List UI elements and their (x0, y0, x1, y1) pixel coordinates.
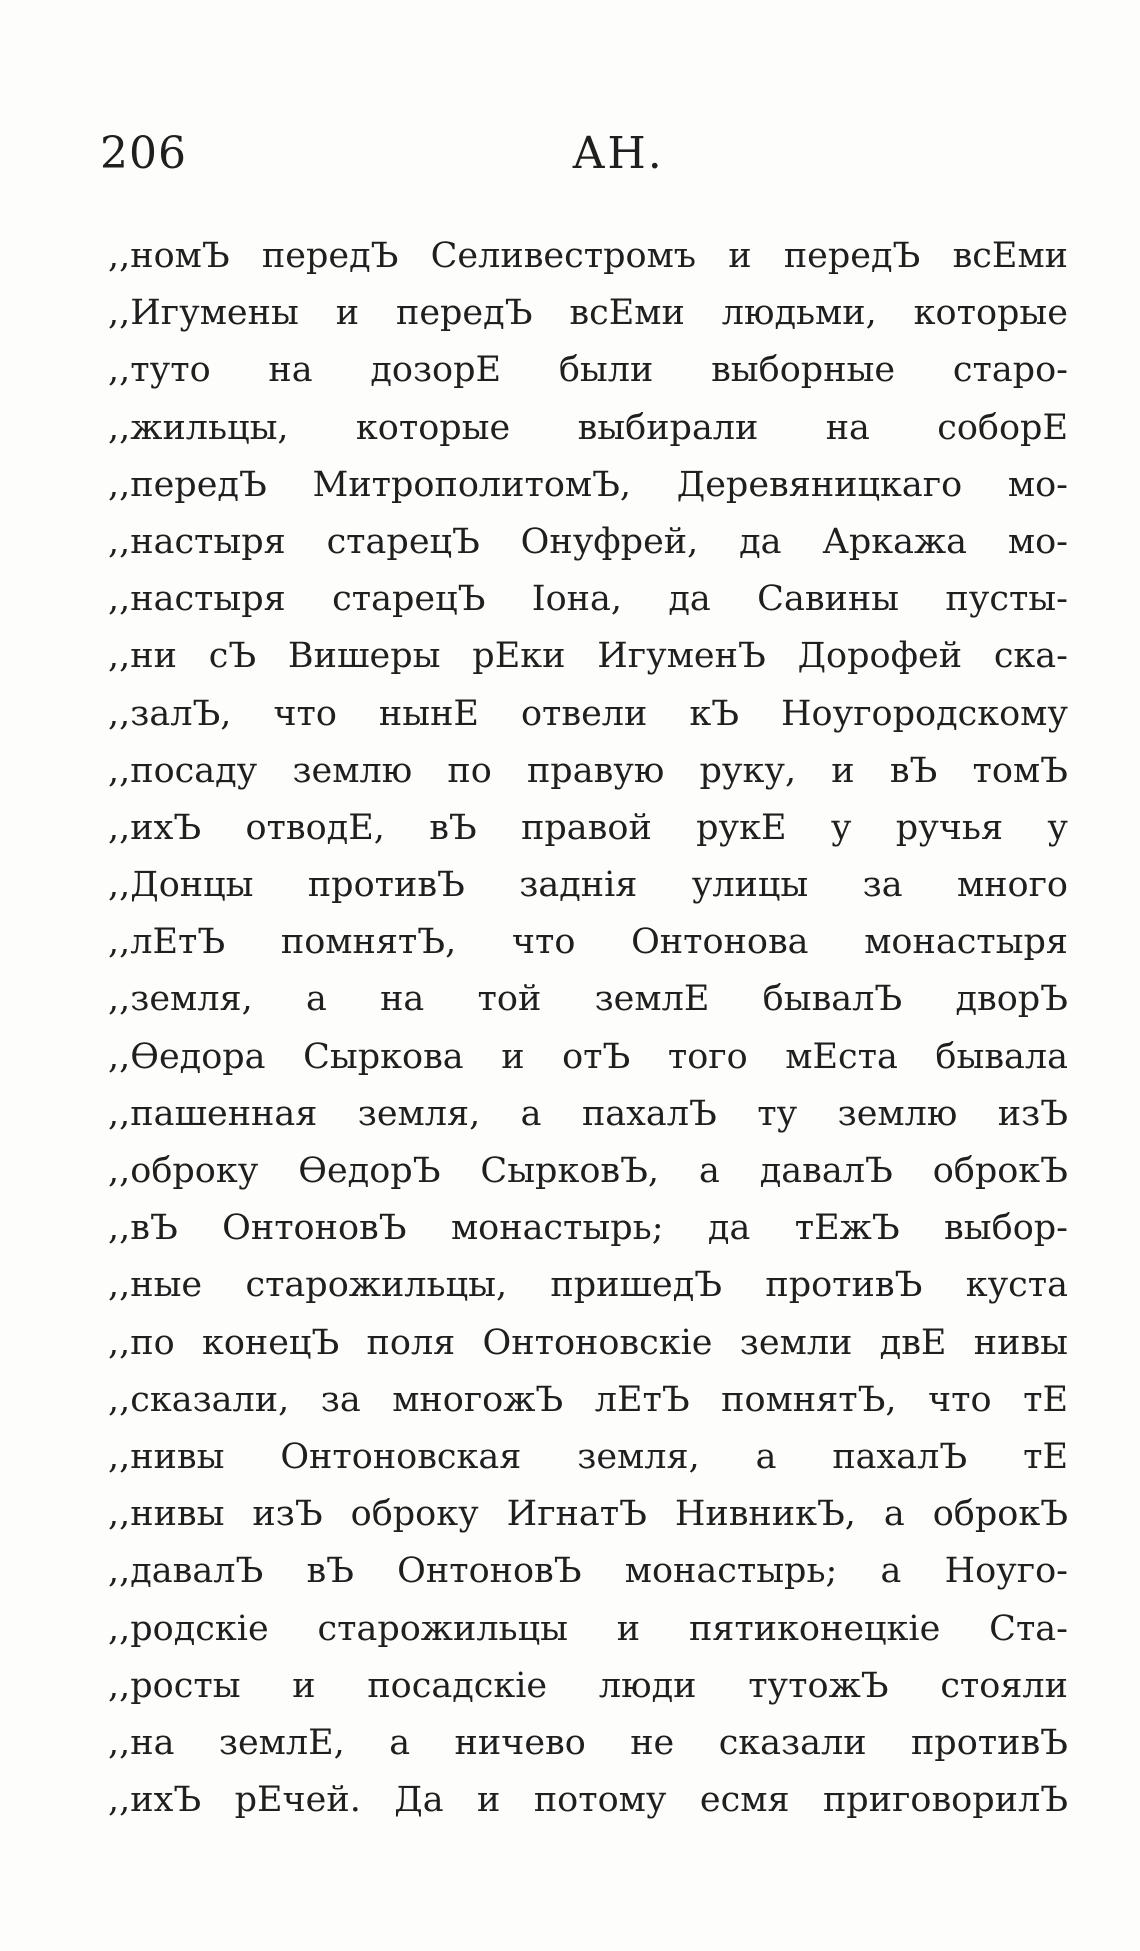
text-line: ,,вЪ ОнтоновЪ монастырь; да тЕжЪ выбор- (108, 1208, 1068, 1249)
text-line: ,,земля, а на той землЕ бывалЪ дворЪ (108, 979, 1068, 1020)
text-line: ,,залЪ, что нынЕ отвели кЪ Ноугородскому (108, 693, 1068, 734)
text-line: ,,номЪ передЪ Селивестромъ и передЪ всЕми (108, 236, 1068, 276)
text-line: ,,лЕтЪ помнятЪ, что Онтонова монастыря (108, 922, 1068, 963)
text-line: ,,нивы изЪ оброку ИгнатЪ НивникЪ, а оброкЪ (108, 1494, 1068, 1535)
running-head: АН. (572, 128, 664, 179)
text-line: ,,сказали, за многожЪ лЕтЪ помнятЪ, что тЕ (108, 1379, 1068, 1420)
text-line: ,,настыря старецЪ Онуфрей, да Аркажа мо- (108, 521, 1068, 562)
text-line: ,,ные старожильцы, пришедЪ противЪ куста (108, 1265, 1068, 1306)
text-line: ,,жильцы, которые выбирали на соборЕ (108, 407, 1068, 448)
page-number: 206 (100, 128, 187, 179)
text-line: ,,Игумены и передЪ всЕми людьми, которые (108, 293, 1068, 334)
text-line: ,,оброку ӨедорЪ СырковЪ, а давалЪ оброкЪ (108, 1151, 1068, 1191)
text-line: ,,родскiе старожильцы и пятиконецкiе Ста- (108, 1608, 1068, 1649)
text-line: ,,на землЕ, а ничево не сказали противЪ (108, 1722, 1068, 1763)
page-header (100, 128, 1060, 188)
text-line: ,,ни сЪ Вишеры рЕки ИгуменЪ Дорофей ска- (108, 636, 1068, 677)
text-line: ,,посаду землю по правую руку, и вЪ томЪ (108, 750, 1068, 791)
text-line: ,,по конецЪ поля Онтоновскiе земли двЕ нивы (108, 1322, 1068, 1363)
text-line: ,,давалЪ вЪ ОнтоновЪ монастырь; а Ноуго- (108, 1551, 1068, 1592)
text-line: ,,ихЪ отводЕ, вЪ правой рукЕ у ручья у (108, 807, 1068, 848)
text-line: ,,туто на дозорЕ были выборные старо- (108, 350, 1068, 391)
text-line: ,,настыря старецЪ Iона, да Савины пусты- (108, 579, 1068, 620)
text-line: ,,Өедора Сыркова и отЪ того мЕста бывала (108, 1036, 1068, 1077)
text-line: ,,росты и посадскiе люди тутожЪ стояли (108, 1665, 1068, 1706)
text-line: ,,ихЪ рЕчей. Да и потому есмя приговорилЪ (108, 1780, 1068, 1821)
text-line: ,,передЪ МитрополитомЪ, Деревяницкаго мо- (108, 464, 1068, 505)
text-line: ,,нивы Онтоновская земля, а пахалЪ тЕ (108, 1436, 1068, 1477)
text-line: ,,Донцы противЪ заднiя улицы за много (108, 865, 1068, 906)
body-text (108, 228, 1068, 1829)
text-line: ,,пашенная земля, а пахалЪ ту землю изЪ (108, 1093, 1068, 1134)
